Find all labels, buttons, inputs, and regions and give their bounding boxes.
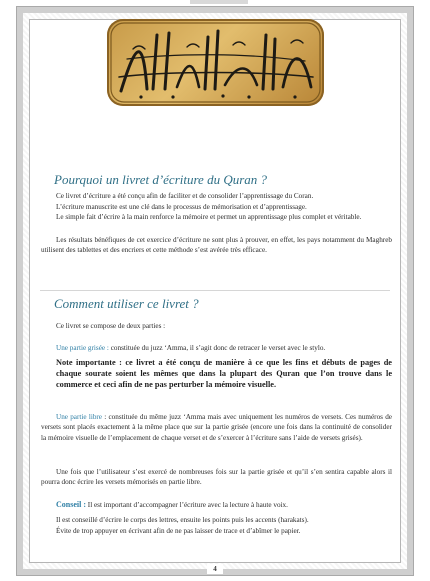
part1-line bbox=[56, 343, 392, 353]
part2-follow-paragraph: Une fois que l’utilisateur s’est exercé de nombreuses fois sur la partie grisée et qu’il s’en sentira capable alors il pourra donc écrire les versets mémorisés en partie libre. bbox=[41, 468, 392, 487]
section1-title: Pourquoi un livret d’écriture du Quran ? bbox=[54, 172, 268, 187]
important-note: Note importante : ce livret a été conçu de manière à ce que les fins et débuts de pages de chaque sourate soient les mêmes que dans la plupart des Quran que l’on trouve dans le commerce et ceci afin de ne pas perturber la mémoire visuelle. bbox=[56, 358, 392, 390]
advice-line-2: Il est conseillé d’écrire le corps des lettres, ensuite les points puis les accents (harakats). bbox=[56, 516, 309, 524]
section-divider bbox=[40, 290, 390, 291]
section1-paragraph-4: Les résultats bénéfiques de cet exercice d’écriture ne sont plus à prouver, en effet, les pays notamment du Maghreb utilisent des tablettes et des encriers et cette méthode s’est avérée très efficace. bbox=[41, 236, 392, 255]
section1-paragraph-1: Ce livret d’écriture a été conçu afin de faciliter et de consolider l’apprentissage du Coran. bbox=[56, 192, 314, 200]
calligraphy-icon bbox=[107, 19, 324, 106]
calligraphy-banner bbox=[107, 19, 324, 106]
advice-line-3: Évite de trop appuyer en écrivant afin de ne pas laisser de trace et d’abîmer le papier. bbox=[56, 527, 301, 535]
part1-text: constituée du juzz ‘Amma, il s’agit donc de retracer le verset avec le stylo. bbox=[108, 344, 326, 352]
advice-label: Conseil : bbox=[56, 500, 86, 509]
advice-text-1: Il est important d’accompagner l’écriture avec la lecture à haute voix. bbox=[86, 501, 288, 509]
page-number: 4 bbox=[207, 564, 223, 574]
part1-label: Une partie grisée : bbox=[56, 344, 109, 352]
part2-paragraph bbox=[41, 412, 392, 443]
section2-title: Comment utiliser ce livret ? bbox=[54, 296, 199, 311]
part2-text: : constituée du même juzz ‘Amma mais avec uniquement les numéros de versets. Ces numéros de versets sont placés exactement à la même place que sur la partie grisée (encore une fois dans la continuité de consolider la mémoire visuelle de l’emplacement de chaque verset et de s’exercer à l’écriture sans l’aide de versets grisés). bbox=[41, 413, 392, 442]
part2-label: Une partie libre bbox=[56, 413, 102, 421]
section1-paragraph-3: Le simple fait d’écrire à la main renforce la mémoire et permet un apprentissage plus complet et véritable. bbox=[56, 213, 362, 221]
section2-intro: Ce livret se compose de deux parties : bbox=[56, 322, 166, 330]
advice-line-1 bbox=[56, 500, 392, 510]
section1-paragraph-2: L’écriture manuscrite est une clé dans le processus de mémorisation et d’apprentissage. bbox=[56, 203, 307, 211]
top-strip bbox=[190, 0, 248, 4]
